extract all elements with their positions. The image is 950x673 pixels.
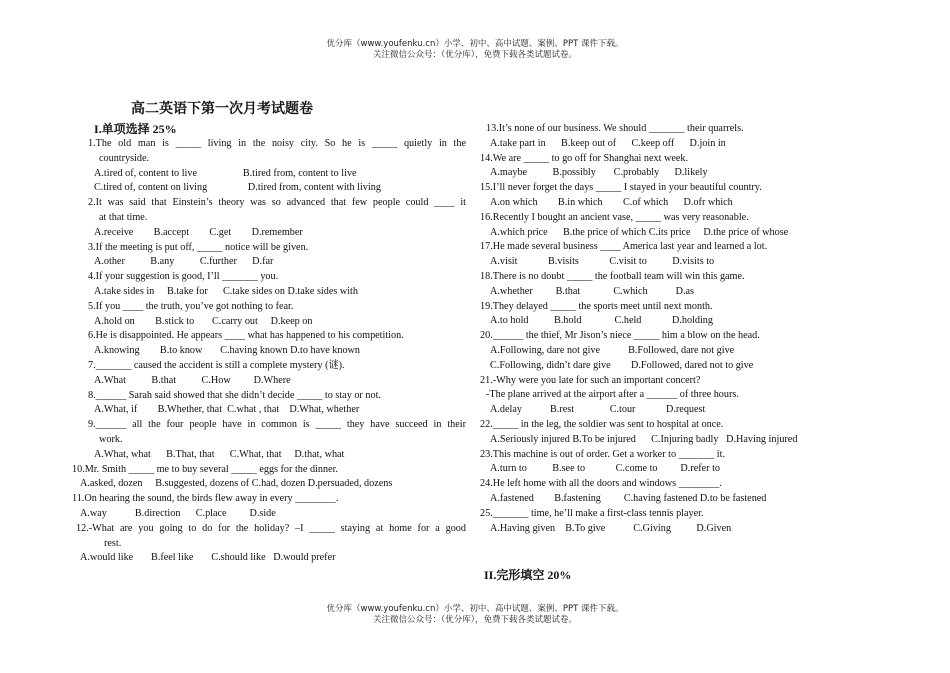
- option-line: A.receive B.accept C.get D.remember: [94, 226, 303, 238]
- header-line-2: 关注微信公众号：（优分库），免费下载各类试题试卷。: [372, 50, 577, 60]
- question-line: 17.He made several business ____ America last year and learned a lot.: [480, 241, 768, 253]
- question-line: 10.Mr. Smith _____ me to buy several _____ eggs for the dinner.: [72, 463, 338, 475]
- question-line: 3.If the meeting is put off, _____ notice will be given.: [88, 241, 309, 253]
- question-line: rest.: [104, 537, 122, 549]
- question-line: 6.He is disappointed. He appears ____ what has happened to his competition.: [88, 330, 404, 342]
- option-line: A.What, what B.That, that C.What, that D.that, what: [94, 448, 345, 460]
- question-line: work.: [99, 433, 123, 445]
- option-line: A.visit B.visits C.visit to D.visits to: [490, 256, 715, 268]
- page-header: [0, 39, 950, 61]
- question-line: 25._______ time, he’ll make a first-class tennis player.: [480, 507, 704, 519]
- question-line: 23.This machine is out of order. Get a worker to _______ it.: [480, 448, 726, 460]
- option-line: A.tired of, content to live B.tired from, content to live: [94, 167, 357, 179]
- question-line: -The plane arrived at the airport after a ______ of three hours.: [486, 389, 739, 401]
- question-line: 11.On hearing the sound, the birds flew away in every ________.: [72, 493, 339, 505]
- option-line: A.What B.that C.How D.Where: [94, 374, 291, 386]
- option-line: A.hold on B.stick to C.carry out D.keep on: [94, 315, 313, 327]
- option-line: A.What, if B.Whether, that C.what , that D.What, whether: [94, 404, 360, 416]
- option-line: A.way B.direction C.place D.side: [80, 507, 276, 519]
- left-column: [72, 137, 466, 566]
- question-line: 16.Recently I bought an ancient vase, _____ was very reasonable.: [480, 211, 749, 223]
- question-line: 19.They delayed _____ the sports meet until next month.: [480, 300, 713, 312]
- question-line: 2.It was said that Einstein’s theory was so advanced that few people could ____ it: [88, 197, 466, 209]
- option-line: A.take part in B.keep out of C.keep off D.join in: [490, 137, 726, 149]
- option-line: A.knowing B.to know C.having known D.to have known: [94, 345, 360, 357]
- option-line: A.Following, dare not give B.Followed, dare not give: [490, 344, 735, 356]
- question-line: 1.The old man is _____ living in the noisy city. So he is _____ quietly in the: [88, 138, 466, 149]
- question-line: 22._____ in the leg, the soldier was sent to hospital at once.: [480, 418, 724, 430]
- question-line: 15.I’ll never forget the days _____ I stayed in your beautiful country.: [480, 182, 762, 194]
- option-line: A.fastened B.fastening C.having fastened D.to be fastened: [490, 492, 767, 504]
- option-line: A.maybe B.possibly C.probably D.likely: [490, 167, 708, 179]
- question-line: 5.If you ____ the truth, you’ve got nothing to fear.: [88, 300, 294, 312]
- question-line: 24.He left home with all the doors and windows ________.: [480, 478, 722, 490]
- question-line: 14.We are _____ to go off for Shanghai next week.: [480, 152, 689, 164]
- question-line: 12.-What are you going to do for the holiday? –I _____ staying at home for a good: [76, 522, 466, 534]
- question-line: 8.______ Sarah said showed that she didn’t decide _____ to stay or not.: [88, 389, 381, 401]
- header-line-1: 优分库（www.youfenku.cn）小学、初中、高中试题、案例、PPT 课件下载。: [326, 39, 624, 49]
- option-line: C.Following, didn’t dare give D.Followed, dared not to give: [490, 359, 754, 371]
- option-line: A.turn to B.see to C.come to D.refer to: [490, 463, 721, 475]
- section-heading-2: II.完形填空 20%: [484, 568, 572, 582]
- option-line: A.which price B.the price of which C.its price D.the price of whose: [490, 226, 789, 238]
- question-line: 21.-Why were you late for such an important concert?: [480, 374, 701, 386]
- question-line: countryside.: [99, 152, 150, 164]
- option-line: A.asked, dozen B.suggested, dozens of C.had, dozen D.persuaded, dozens: [80, 478, 393, 490]
- option-line: A.Seriously injured B.To be injured C.Injuring badly D.Having injured: [490, 433, 798, 445]
- question-line: at that time.: [99, 211, 148, 223]
- option-line: A.other B.any C.further D.far: [94, 256, 274, 268]
- question-line: 4.If your suggestion is good, I’ll _______ you.: [88, 271, 279, 283]
- exam-title: 高二英语下第一次月考试题卷: [131, 101, 313, 117]
- option-line: A.take sides in B.take for C.take sides on D.take sides with: [94, 285, 358, 297]
- question-line: 18.There is no doubt _____ the football team will win this game.: [480, 270, 745, 282]
- question-line: 7._______ caused the accident is still a complete mystery (谜).: [88, 359, 345, 371]
- question-line: 9.______ all the four people have in common is _____ they have succeed in their: [88, 419, 466, 431]
- option-line: A.delay B.rest C.tour D.request: [490, 404, 706, 416]
- question-line: 13.It’s none of our business. We should _______ their quarrels.: [486, 123, 744, 134]
- option-line: A.on which B.in which C.of which D.ofr which: [490, 196, 733, 208]
- page-footer: [0, 604, 950, 626]
- option-line: C.tired of, content on living D.tired from, content with living: [94, 182, 381, 194]
- option-line: A.would like B.feel like C.should like D.would prefer: [80, 552, 336, 564]
- footer-line-2: 关注微信公众号：（优分库），免费下载各类试题试卷。: [372, 615, 577, 625]
- question-line: 20.______ the thief, Mr Jison’s niece _____ him a blow on the head.: [480, 330, 760, 342]
- section-heading-1: I.单项选择 25%: [94, 122, 177, 136]
- option-line: A.whether B.that C.which D.as: [490, 285, 695, 297]
- right-column: [480, 122, 870, 536]
- option-line: A.Having given B.To give C.Giving D.Given: [490, 522, 732, 534]
- option-line: A.to hold B.hold C.held D.holding: [490, 315, 713, 327]
- footer-line-1: 优分库（www.youfenku.cn）小学、初中、高中试题、案例、PPT 课件下载。: [326, 604, 624, 614]
